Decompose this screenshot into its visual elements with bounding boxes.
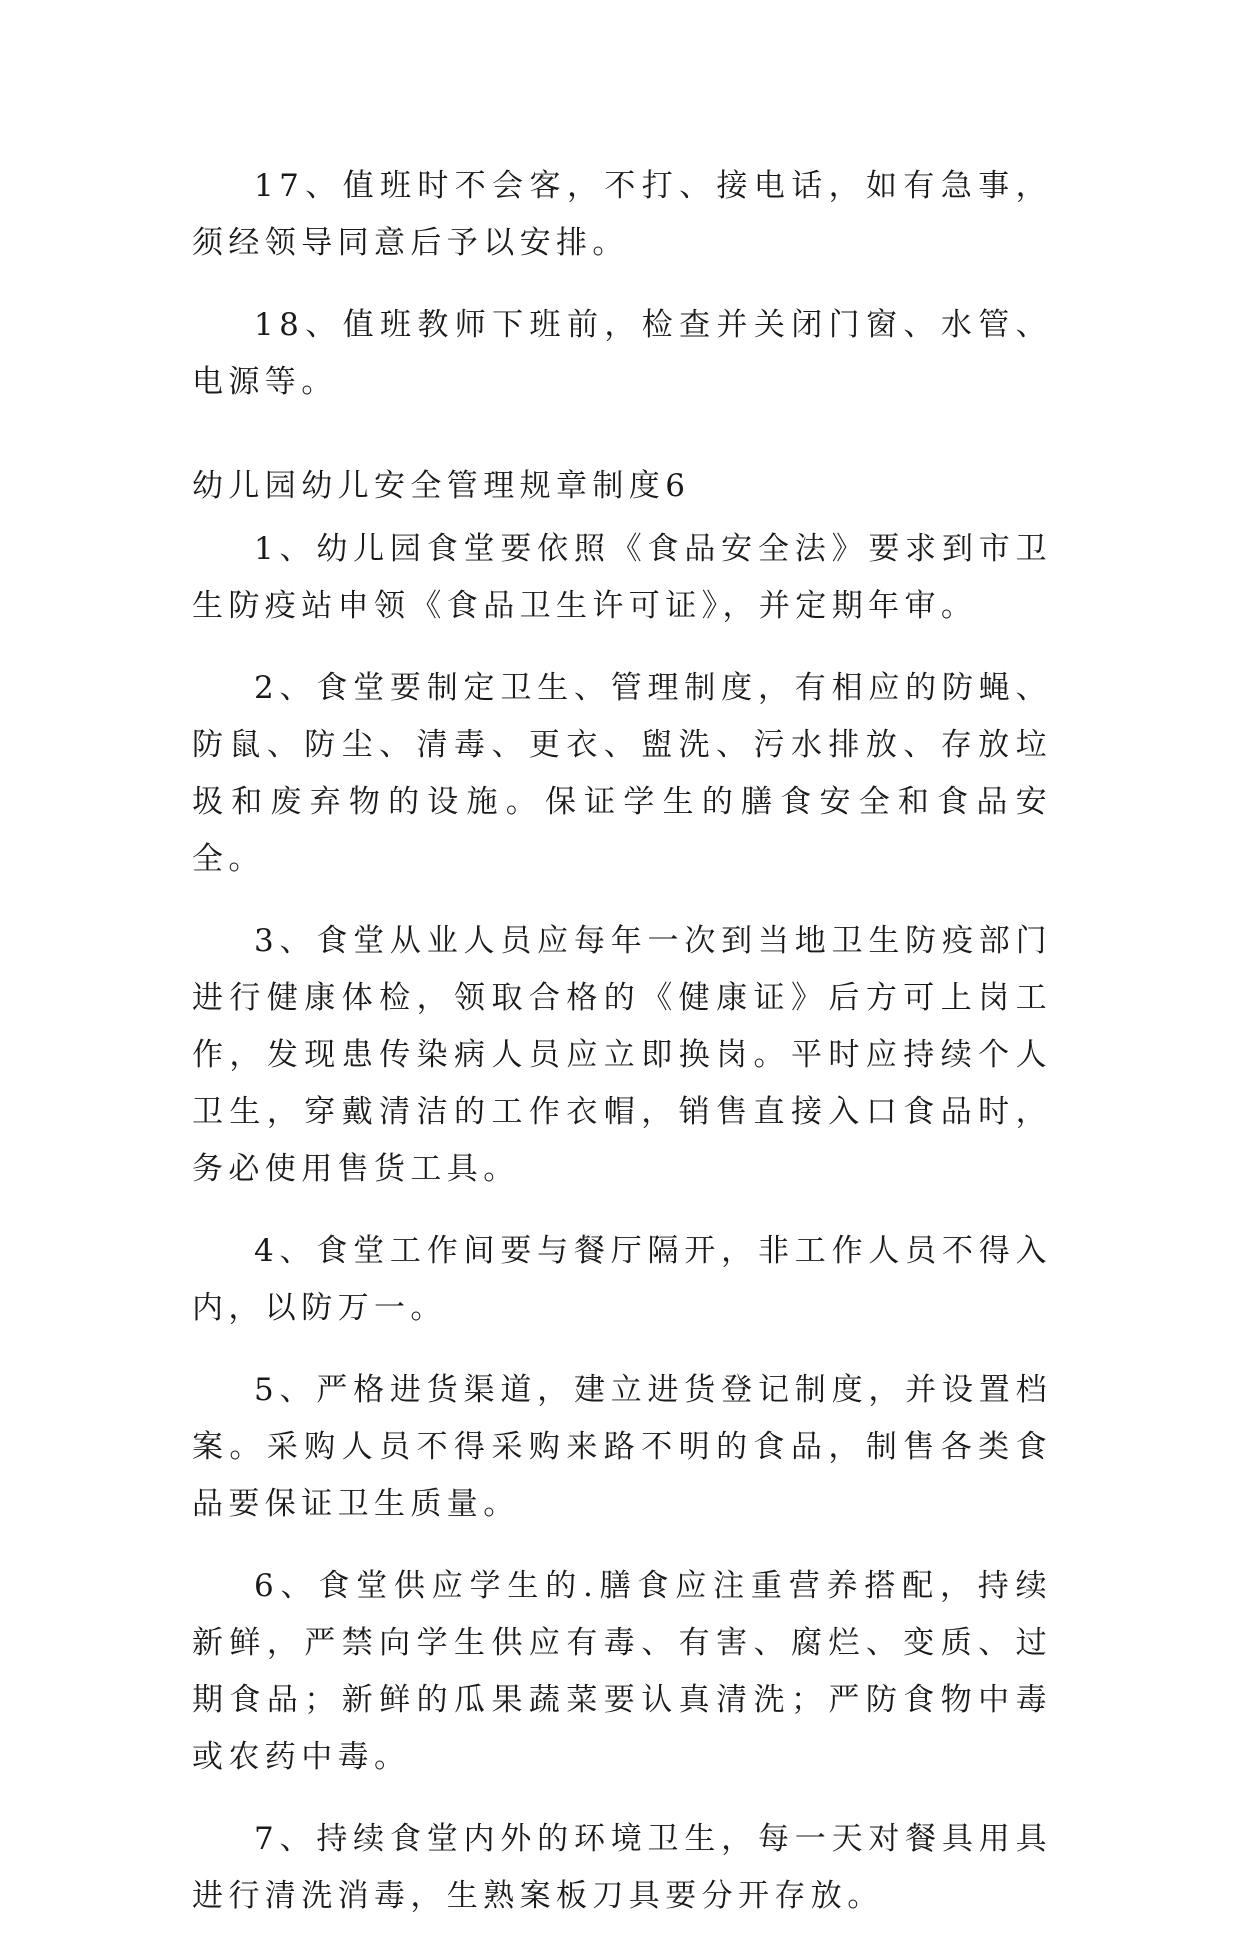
- paragraph-item-1: 1、幼儿园食堂要依照《食品安全法》要求到市卫生防疫站申领《食品卫生许可证》，并定期年审。: [192, 531, 1052, 624]
- paragraph-item-7: 7、持续食堂内外的环境卫生，每一天对餐具用具进行清洗消毒，生熟案板刀具要分开存放。: [192, 1821, 1052, 1914]
- paragraph-item-3: 3、食堂从业人员应每年一次到当地卫生防疫部门进行健康体检，领取合格的《健康证》后方可上岗工作，发现患传染病人员应立即换岗。平时应持续个人卫生，穿戴清洁的工作衣帽，销售直接入口食品时，务必使用售货工具。: [192, 923, 1052, 1187]
- section-heading: 幼儿园幼儿安全管理规章制度6: [192, 468, 691, 504]
- paragraph-item-2: 2、食堂要制定卫生、管理制度，有相应的防蝇、防鼠、防尘、清毒、更衣、盥洗、污水排放、存放垃圾和废弃物的设施。保证学生的膳食安全和食品安全。: [192, 670, 1052, 877]
- paragraph-item-6: 6、食堂供应学生的.膳食应注重营养搭配，持续新鲜，严禁向学生供应有毒、有害、腐烂、变质、过期食品；新鲜的瓜果蔬菜要认真清洗；严防食物中毒或农药中毒。: [192, 1568, 1052, 1775]
- paragraph-item-4: 4、食堂工作间要与餐厅隔开，非工作人员不得入内，以防万一。: [192, 1233, 1052, 1326]
- paragraph-item-17: 17、值班时不会客，不打、接电话，如有急事，须经领导同意后予以安排。: [192, 168, 1052, 261]
- paragraph-item-5: 5、严格进货渠道，建立进货登记制度，并设置档案。采购人员不得采购来路不明的食品，制售各类食品要保证卫生质量。: [192, 1372, 1052, 1522]
- document-body: [192, 158, 1052, 1950]
- paragraph-item-18: 18、值班教师下班前，检查并关闭门窗、水管、电源等。: [192, 307, 1052, 400]
